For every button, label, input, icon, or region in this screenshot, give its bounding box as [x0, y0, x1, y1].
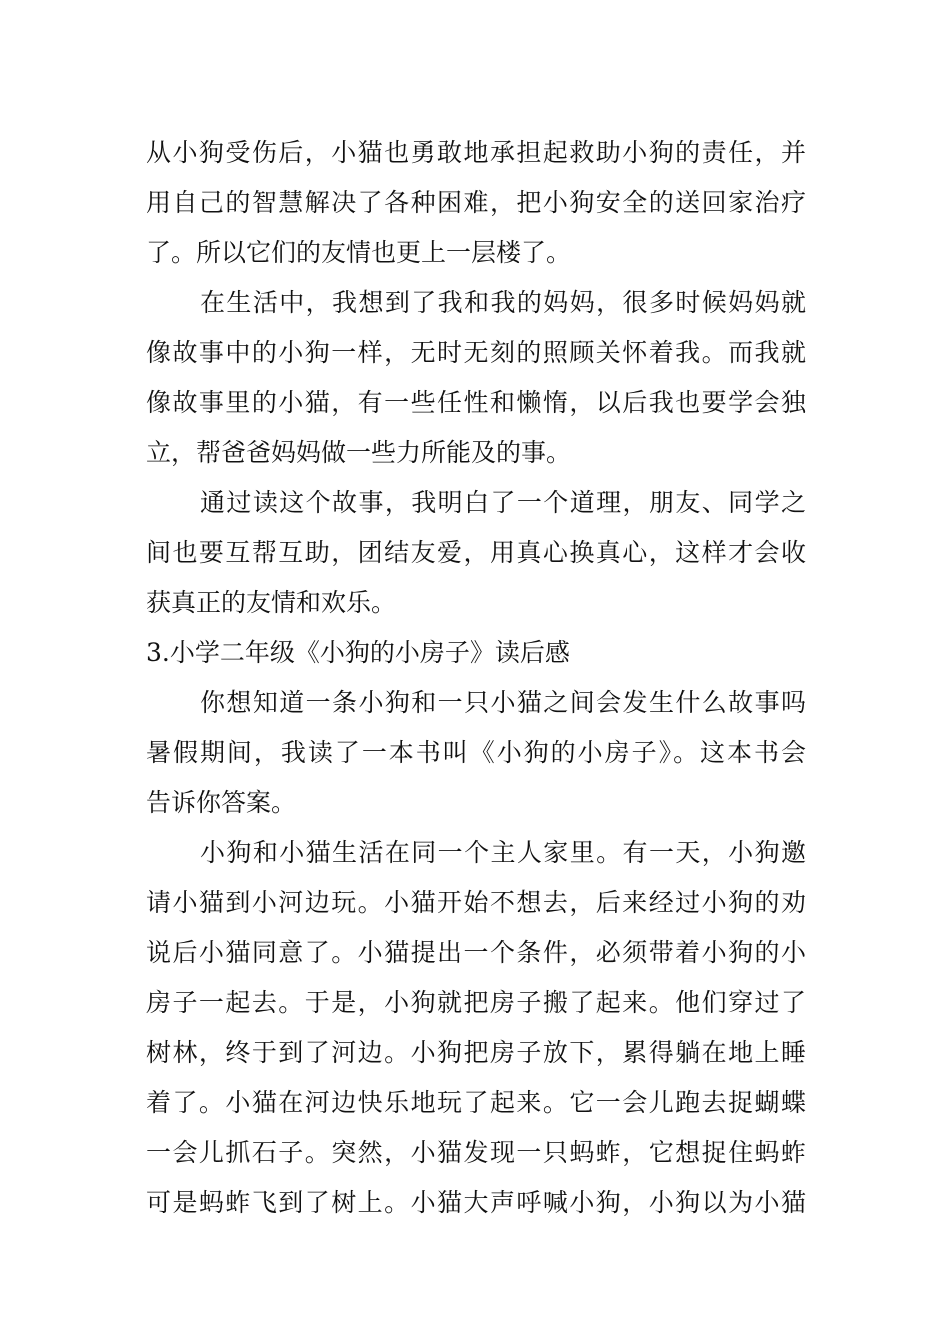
text-line: 像故事中的小狗一样，无时无刻的照顾关怀着我。而我就 — [146, 338, 806, 367]
document-body — [146, 128, 806, 1228]
text-line: 获真正的友情和欢乐。 — [146, 588, 397, 617]
text-line: 立，帮爸爸妈妈做一些力所能及的事。 — [146, 438, 572, 467]
text-line: 说后小猫同意了。小猫提出一个条件，必须带着小狗的小 — [146, 938, 806, 967]
text-line: 房子一起去。于是，小狗就把房子搬了起来。他们穿过了 — [146, 988, 806, 1017]
section-heading: 3.小学二年级《小狗的小房子》读后感 — [146, 638, 570, 667]
text-line: 像故事里的小猫，有一些任性和懒惰，以后我也要学会独 — [146, 388, 806, 417]
text-line: 请小猫到小河边玩。小猫开始不想去，后来经过小狗的劝 — [146, 888, 806, 917]
text-line: 通过读这个故事，我明白了一个道理，朋友、同学之 — [200, 488, 806, 517]
text-line: 从小狗受伤后，小猫也勇敢地承担起救助小狗的责任，并 — [146, 138, 806, 167]
text-line: 间也要互帮互助，团结友爱，用真心换真心，这样才会收 — [146, 538, 806, 567]
text-line: 一会儿抓石子。突然，小猫发现一只蚂蚱，它想捉住蚂蚱 — [146, 1138, 806, 1167]
text-line: 小狗和小猫生活在同一个主人家里。有一天，小狗邀 — [200, 838, 806, 867]
text-line: 暑假期间，我读了一本书叫《小狗的小房子》。这本书会 — [146, 738, 806, 767]
text-line: 树林，终于到了河边。小狗把房子放下，累得躺在地上睡 — [146, 1038, 806, 1067]
text-line: 在生活中，我想到了我和我的妈妈，很多时候妈妈就 — [200, 288, 806, 317]
text-line: 着了。小猫在河边快乐地玩了起来。它一会儿跑去捉蝴蝶 — [146, 1088, 806, 1117]
text-line: 可是蚂蚱飞到了树上。小猫大声呼喊小狗，小狗以为小猫 — [146, 1188, 806, 1217]
text-line: 了。所以它们的友情也更上一层楼了。 — [146, 238, 572, 267]
text-line: 你想知道一条小狗和一只小猫之间会发生什么故事吗 — [200, 688, 806, 717]
text-line: 用自己的智慧解决了各种困难，把小狗安全的送回家治疗 — [146, 188, 806, 217]
text-line: 告诉你答案。 — [146, 788, 297, 817]
